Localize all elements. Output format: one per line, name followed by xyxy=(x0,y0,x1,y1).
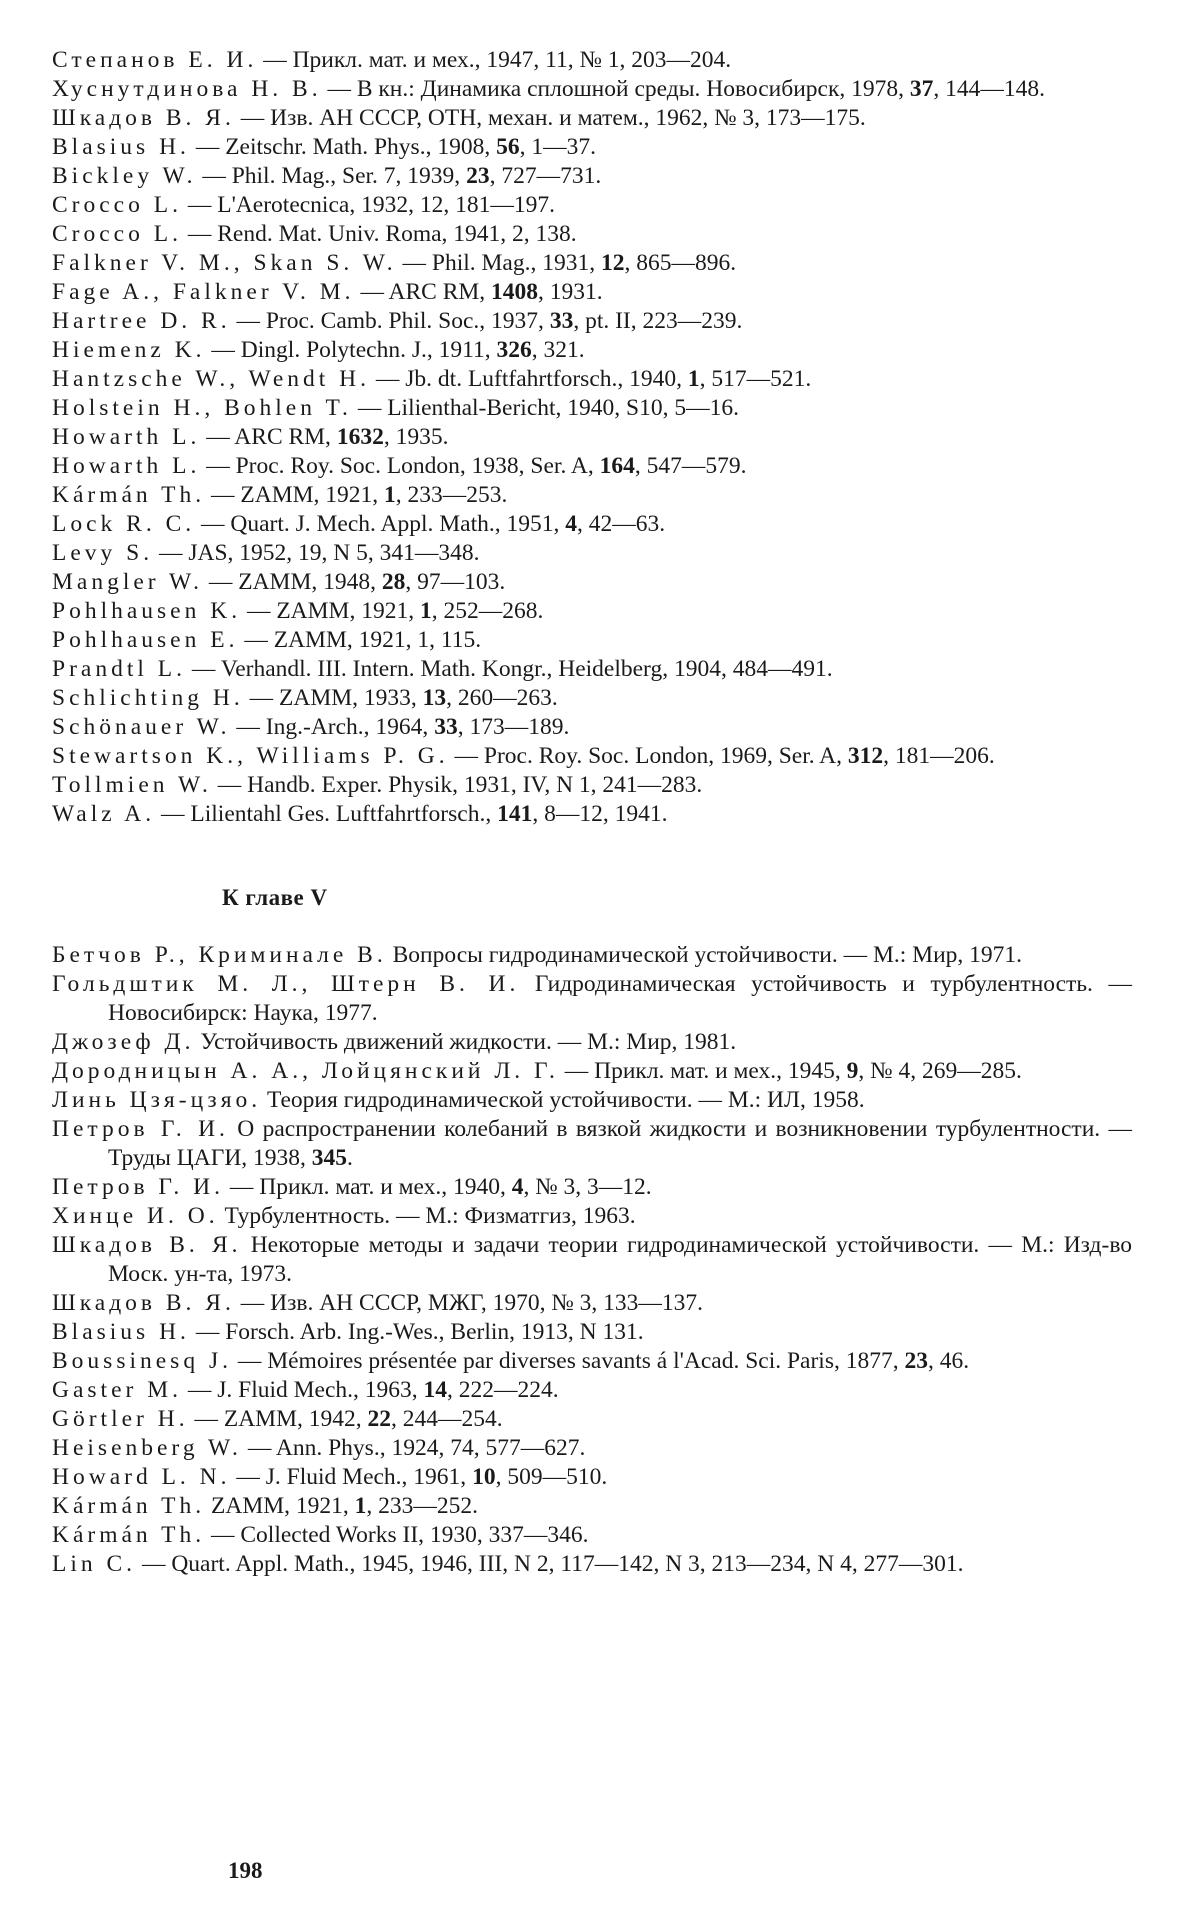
reference-citation-tail: , 1935. xyxy=(383,424,449,450)
reference-citation-tail: , 244—254. xyxy=(390,1406,503,1432)
reference-citation: — Dingl. Polytechn. J., 1911, xyxy=(205,337,497,363)
reference-citation-tail: , 181—206. xyxy=(883,743,995,769)
reference-list-chapter-iv xyxy=(52,46,1132,829)
reference-entry xyxy=(52,1405,1132,1434)
reference-citation-tail: , 46. xyxy=(927,1348,970,1374)
reference-entry xyxy=(52,423,1132,452)
reference-entry xyxy=(52,46,1132,75)
reference-citation: — ZAMM, 1921, xyxy=(241,598,420,624)
reference-entry xyxy=(52,394,1132,423)
reference-author: Хуснутдинова Н. В. xyxy=(52,76,322,102)
reference-author: Crocco L. xyxy=(52,221,182,247)
reference-entry xyxy=(52,481,1132,510)
reference-volume: 1 xyxy=(687,366,700,392)
reference-citation: — JAS, 1952, 19, N 5, 341—348. xyxy=(153,540,480,566)
reference-citation: О распространении колебаний в вязкой жидкости и возникновении турбулентности. — Труды ЦАГИ, 1938, xyxy=(108,1116,1132,1171)
reference-entry xyxy=(52,742,1132,771)
reference-entry xyxy=(52,771,1132,800)
reference-volume: 4 xyxy=(511,1174,524,1200)
reference-citation: — Proc. Camb. Phil. Soc., 1937, xyxy=(230,308,550,334)
reference-author: Hantzsche W., Wendt H. xyxy=(52,366,371,392)
reference-citation: — Quart. J. Mech. Appl. Math., 1951, xyxy=(195,511,566,537)
reference-volume: 345 xyxy=(311,1145,348,1171)
reference-author: Степанов Е. И. xyxy=(52,47,258,73)
reference-volume: 22 xyxy=(367,1406,391,1432)
reference-citation: — Прикл. мат. и мех., 1947, 11, № 1, 203—204. xyxy=(257,47,732,73)
reference-entry xyxy=(52,133,1132,162)
reference-entry xyxy=(52,1463,1132,1492)
reference-citation-tail: , 233—253. xyxy=(395,482,508,508)
reference-citation: — Прикл. мат. и мех., 1940, xyxy=(223,1174,512,1200)
reference-volume: 164 xyxy=(599,453,635,479)
reference-entry xyxy=(52,655,1132,684)
reference-author: Шкадов В. Я. xyxy=(52,1290,235,1316)
reference-author: Boussinesq J. xyxy=(52,1348,232,1374)
reference-entry xyxy=(52,1376,1132,1405)
reference-citation: Турбулентность. — М.: Физматгиз, 1963. xyxy=(218,1203,636,1229)
reference-volume: 28 xyxy=(381,569,406,595)
reference-volume: 1 xyxy=(384,482,396,508)
reference-citation: — ZAMM, 1942, xyxy=(188,1406,368,1432)
reference-author: Blasius H. xyxy=(52,1319,190,1345)
reference-volume: 1 xyxy=(354,1493,367,1519)
reference-entry xyxy=(52,1057,1132,1086)
reference-entry xyxy=(52,1550,1132,1579)
reference-entry xyxy=(52,1028,1132,1057)
reference-citation: — ARC RM, xyxy=(354,279,492,305)
reference-author: Hiemenz K. xyxy=(52,337,206,363)
reference-volume: 326 xyxy=(496,337,532,363)
reference-volume: 312 xyxy=(847,743,884,769)
reference-citation: — Mémoires présentée par diverses savants á l'Acad. Sci. Paris, 1877, xyxy=(231,1348,905,1374)
reference-citation-tail: , 97—103. xyxy=(405,569,506,595)
reference-volume: 13 xyxy=(422,685,447,711)
reference-entry xyxy=(52,941,1132,970)
reference-citation: — Proc. Roy. Soc. London, 1938, Ser. A, xyxy=(200,453,600,479)
reference-citation: — Verhandl. III. Intern. Math. Kongr., Heidelberg, 1904, 484—491. xyxy=(186,656,833,682)
reference-citation-tail: , 222—224. xyxy=(447,1377,559,1403)
reference-author: Шкадов В. Я. xyxy=(52,1232,242,1258)
reference-citation: — Handb. Exper. Physik, 1931, IV, N 1, 241—283. xyxy=(211,772,703,798)
reference-entry xyxy=(52,1434,1132,1463)
reference-author: Петров Г. И. xyxy=(52,1116,229,1142)
reference-citation-tail: . xyxy=(347,1145,353,1171)
reference-citation-tail: , 321. xyxy=(531,337,585,363)
reference-citation: — Lilientahl Ges. Luftfahrtforsch., xyxy=(155,801,498,827)
reference-citation: — ZAMM, 1933, xyxy=(243,685,423,711)
reference-entry xyxy=(52,1115,1132,1173)
reference-author: Falkner V. M., Skan S. W. xyxy=(52,250,397,276)
reference-citation: — L'Aerotecnica, 1932, 12, 181—197. xyxy=(181,192,555,218)
reference-entry xyxy=(52,1173,1132,1202)
reference-citation: — Ing.-Arch., 1964, xyxy=(230,714,435,740)
reference-citation-tail: , № 4, 269—285. xyxy=(858,1058,1022,1084)
reference-citation: — Forsch. Arb. Ing.-Wes., Berlin, 1913, N 131. xyxy=(189,1319,644,1345)
reference-citation: — Прикл. мат. и мех., 1945, xyxy=(558,1058,847,1084)
reference-volume: 1 xyxy=(419,598,432,624)
reference-entry xyxy=(52,1231,1132,1289)
reference-author: Gaster M. xyxy=(52,1377,182,1403)
reference-citation: ZAMM, 1921, xyxy=(205,1493,355,1519)
reference-author: Tollmien W. xyxy=(52,772,212,798)
reference-citation-tail: , 509—510. xyxy=(495,1464,608,1490)
reference-entry xyxy=(52,452,1132,481)
reference-author: Heisenberg W. xyxy=(52,1435,242,1461)
reference-author: Lock R. C. xyxy=(52,511,196,537)
reference-entry xyxy=(52,1086,1132,1115)
reference-author: Hartree D. R. xyxy=(52,308,231,334)
reference-volume: 10 xyxy=(472,1464,496,1490)
reference-author: Kármán Th. xyxy=(52,482,206,508)
reference-author: Schönauer W. xyxy=(52,714,231,740)
reference-entry xyxy=(52,278,1132,307)
reference-entry xyxy=(52,336,1132,365)
reference-citation-tail: , 547—579. xyxy=(634,453,747,479)
reference-author: Джозеф Д. xyxy=(52,1029,195,1055)
reference-volume: 4 xyxy=(565,511,577,537)
reference-citation: — ZAMM, 1948, xyxy=(202,569,382,595)
reference-citation: — Rend. Mat. Univ. Roma, 1941, 2, 138. xyxy=(181,221,577,247)
reference-volume: 23 xyxy=(904,1348,928,1374)
reference-author: Bickley W. xyxy=(52,163,197,189)
reference-citation: Гидродинамическая устойчивость и турбулентность. — Новосибирск: Наука, 1977. xyxy=(108,971,1133,1026)
reference-author: Шкадов В. Я. xyxy=(52,105,235,131)
reference-volume: 141 xyxy=(497,801,533,827)
reference-citation: Некоторые методы и задачи теории гидродинамической устойчивости. — М.: Изд-во Моск. ун-та, 1973. xyxy=(108,1232,1133,1287)
reference-citation: — Изв. АН СССР, МЖГ, 1970, № 3, 133—137. xyxy=(234,1290,703,1316)
reference-volume: 9 xyxy=(846,1058,859,1084)
reference-volume: 1408 xyxy=(491,279,539,305)
reference-citation-tail: , 1931. xyxy=(538,279,603,305)
reference-citation: — Zeitschr. Math. Phys., 1908, xyxy=(189,134,497,160)
reference-citation: — ZAMM, 1921, xyxy=(205,482,384,508)
reference-entry xyxy=(52,104,1132,133)
reference-author: Crocco L. xyxy=(52,192,182,218)
reference-author: Howard L. N. xyxy=(52,1464,231,1490)
reference-entry xyxy=(52,800,1132,829)
reference-author: Blasius H. xyxy=(52,134,190,160)
section-heading: К главе V xyxy=(222,885,328,910)
reference-volume: 33 xyxy=(434,714,458,740)
reference-author: Mangler W. xyxy=(52,569,203,595)
reference-author: Walz A. xyxy=(52,801,156,827)
reference-author: Schlichting H. xyxy=(52,685,244,711)
reference-entry xyxy=(52,307,1132,336)
reference-citation: Вопросы гидродинамической устойчивости. — М.: Мир, 1971. xyxy=(386,942,1023,968)
reference-citation: — Изв. АН СССР, ОТН, механ. и матем., 1962, № 3, 173—175. xyxy=(234,105,866,131)
reference-citation-tail: , 1—37. xyxy=(519,134,596,160)
reference-entry xyxy=(52,1202,1132,1231)
reference-author: Howarth L. xyxy=(52,424,201,450)
reference-entry xyxy=(52,365,1132,394)
reference-citation-tail: , 8—12, 1941. xyxy=(532,801,668,827)
reference-entry xyxy=(52,1347,1132,1376)
reference-author: Levy S. xyxy=(52,540,154,566)
reference-author: Kármán Th. xyxy=(52,1493,206,1519)
reference-entry xyxy=(52,510,1132,539)
reference-entry xyxy=(52,1521,1132,1550)
reference-author: Fage A., Falkner V. M. xyxy=(52,279,355,305)
reference-entry xyxy=(52,162,1132,191)
reference-citation: — J. Fluid Mech., 1963, xyxy=(181,1377,424,1403)
reference-citation-tail: , 144—148. xyxy=(933,76,1045,102)
reference-entry xyxy=(52,75,1132,104)
reference-author: Петров Г. И. xyxy=(52,1174,224,1200)
reference-citation: — ZAMM, 1921, 1, 115. xyxy=(238,627,482,653)
reference-citation: Устойчивость движений жидкости. — М.: Мир, 1981. xyxy=(194,1029,737,1055)
reference-citation: — ARC RM, xyxy=(200,424,337,450)
reference-citation: — Jb. dt. Luftfahrtforsch., 1940, xyxy=(370,366,688,392)
reference-entry xyxy=(52,539,1132,568)
reference-entry xyxy=(52,249,1132,278)
reference-citation-tail: , pt. II, 223—239. xyxy=(573,308,743,334)
reference-author: Pohlhausen E. xyxy=(52,627,239,653)
reference-list-chapter-v xyxy=(52,941,1132,1579)
reference-citation: — Lilienthal-Bericht, 1940, S10, 5—16. xyxy=(351,395,739,421)
reference-citation: — Collected Works II, 1930, 337—346. xyxy=(205,1522,589,1548)
reference-author: Holstein H., Bohlen T. xyxy=(52,395,352,421)
reference-author: Бетчов Р., Криминале В. xyxy=(52,942,387,968)
page-number: 198 xyxy=(228,1858,263,1883)
reference-entry xyxy=(52,970,1132,1028)
reference-volume: 56 xyxy=(496,134,520,160)
reference-author: Howarth L. xyxy=(52,453,201,479)
reference-author: Kármán Th. xyxy=(52,1522,206,1548)
reference-entry xyxy=(52,1492,1132,1521)
reference-entry xyxy=(52,597,1132,626)
reference-entry xyxy=(52,1318,1132,1347)
reference-citation: — Phil. Mag., 1931, xyxy=(396,250,601,276)
reference-citation: — Phil. Mag., Ser. 7, 1939, xyxy=(196,163,467,189)
reference-citation-tail: , 42—63. xyxy=(576,511,666,537)
reference-citation: — Proc. Roy. Soc. London, 1969, Ser. A, xyxy=(448,743,848,769)
reference-citation: Теория гидродинамической устойчивости. — М.: ИЛ, 1958. xyxy=(261,1087,865,1113)
bibliography-page xyxy=(52,46,1132,1579)
reference-citation-tail: , 233—252. xyxy=(366,1493,478,1519)
reference-entry xyxy=(52,684,1132,713)
reference-entry xyxy=(52,191,1132,220)
reference-citation: — J. Fluid Mech., 1961, xyxy=(230,1464,473,1490)
reference-volume: 33 xyxy=(549,308,574,334)
reference-author: Дородницын А. А., Лойцянский Л. Г. xyxy=(52,1058,559,1084)
reference-citation-tail: , 727—731. xyxy=(489,163,602,189)
reference-volume: 23 xyxy=(466,163,490,189)
reference-author: Pohlhausen K. xyxy=(52,598,242,624)
reference-author: Görtler H. xyxy=(52,1406,189,1432)
reference-entry xyxy=(52,1289,1132,1318)
reference-citation-tail: , 865—896. xyxy=(624,250,737,276)
reference-citation: — В кн.: Динамика сплошной среды. Новосибирск, 1978, xyxy=(321,76,910,102)
reference-author: Линь Цзя-цзяо. xyxy=(52,1087,262,1113)
reference-citation-tail: , 173—189. xyxy=(457,714,570,740)
reference-citation: — Ann. Phys., 1924, 74, 577—627. xyxy=(241,1435,586,1461)
reference-entry xyxy=(52,713,1132,742)
reference-author: Lin C. xyxy=(52,1551,137,1577)
reference-volume: 37 xyxy=(909,76,934,102)
reference-volume: 12 xyxy=(600,250,625,276)
reference-citation-tail: , 517—521. xyxy=(699,366,812,392)
reference-author: Гольдштик М. Л., Штерн В. И. xyxy=(52,971,520,997)
reference-citation-tail: , 260—263. xyxy=(446,685,558,711)
reference-citation-tail: , 252—268. xyxy=(431,598,544,624)
reference-volume: 14 xyxy=(423,1377,448,1403)
reference-entry xyxy=(52,626,1132,655)
reference-citation-tail: , № 3, 3—12. xyxy=(523,1174,652,1200)
reference-entry xyxy=(52,568,1132,597)
reference-citation: — Quart. Appl. Math., 1945, 1946, III, N 2, 117—142, N 3, 213—234, N 4, 277—301. xyxy=(136,1551,964,1577)
reference-author: Хинце И. О. xyxy=(52,1203,219,1229)
reference-author: Stewartson K., Williams P. G. xyxy=(52,743,449,769)
reference-entry xyxy=(52,220,1132,249)
reference-author: Prandtl L. xyxy=(52,656,186,682)
reference-volume: 1632 xyxy=(336,424,384,450)
